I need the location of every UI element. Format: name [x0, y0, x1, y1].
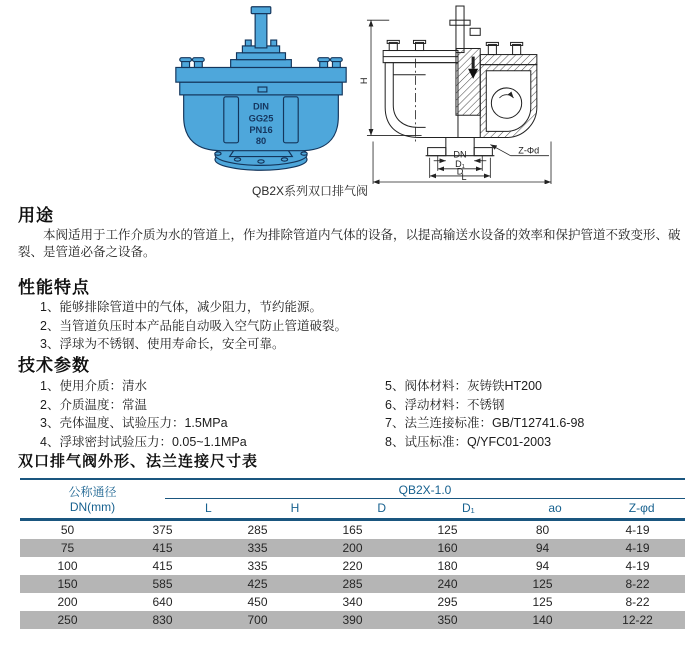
- figure-caption: QB2X系列双口排气阀: [251, 184, 369, 198]
- valve-illustration: [168, 6, 354, 172]
- dimension-labels: [359, 78, 539, 182]
- column-header: D₁: [461, 501, 475, 515]
- column-header: D: [377, 501, 387, 515]
- table-cell: 830: [152, 613, 173, 627]
- column-header: H: [290, 501, 300, 515]
- dim-label-dn: DN: [453, 149, 467, 160]
- nameplate-line: 80: [255, 135, 267, 146]
- table-cell: 125: [437, 523, 458, 537]
- table-cell: 140: [532, 613, 553, 627]
- param-item: 2、介质温度：常温: [40, 397, 147, 412]
- nameplate-line: PN16: [249, 125, 273, 136]
- table-cell: 285: [342, 577, 363, 591]
- table-row: [20, 521, 685, 539]
- table-body: [20, 521, 685, 629]
- table-row: [20, 593, 685, 611]
- features-list: [40, 298, 347, 354]
- table-title: 双口排气阀外形、法兰连接尺寸表: [18, 453, 259, 470]
- table-cell: 285: [247, 523, 268, 537]
- table-cell: 340: [342, 595, 363, 609]
- table-row: [20, 539, 685, 557]
- column-header: L: [204, 501, 212, 515]
- params-list-left: [40, 377, 247, 451]
- table-cell: 160: [437, 541, 458, 555]
- dim-label-h: H: [358, 77, 369, 85]
- nameplate-line: GG25: [248, 113, 274, 124]
- column-header-dn-line2: DN(mm): [69, 500, 116, 514]
- valve-section-drawing: [358, 4, 562, 184]
- param-item: 1、使用介质：清水: [40, 379, 147, 393]
- table-cell: 125: [532, 595, 553, 609]
- nameplate-line: DIN: [252, 101, 270, 112]
- table-cell: 585: [152, 577, 173, 591]
- table-cell: 250: [57, 613, 78, 627]
- table-cell: 8-22: [625, 577, 650, 591]
- table-cell: 640: [152, 595, 173, 609]
- section-heading-features: 性能特点: [18, 278, 90, 297]
- table-cell: 8-22: [625, 595, 650, 609]
- dim-label-d1: D₁: [455, 158, 465, 169]
- table-cell: 75: [60, 541, 75, 555]
- table-cell: 335: [247, 541, 268, 555]
- table-cell: 4-19: [625, 523, 650, 537]
- column-header-dn: [20, 480, 165, 518]
- table-row: [20, 557, 685, 575]
- param-item: 8、试压标准：Q/YFC01-2003: [385, 434, 552, 449]
- sub-header-row: [165, 499, 685, 518]
- table-cell: 94: [535, 541, 550, 555]
- dim-label-d: D: [456, 166, 464, 177]
- table-cell: 12-22: [622, 613, 653, 627]
- table-cell: 165: [342, 523, 363, 537]
- section-outline: [383, 6, 540, 156]
- table-header: [20, 480, 685, 521]
- params-list-right: [385, 377, 584, 451]
- table-cell: 4-19: [625, 559, 650, 573]
- table-cell: 700: [247, 613, 268, 627]
- column-header-dn-line1: 公称通径: [68, 485, 117, 499]
- column-group-header: QB2X-1.0: [165, 482, 685, 499]
- table-cell: 415: [152, 559, 173, 573]
- param-item: 6、浮动材料：不锈钢: [385, 397, 505, 412]
- feature-item: 3、浮球为不锈钢、使用寿命长，安全可靠。: [40, 337, 285, 351]
- table-cell: 100: [57, 559, 78, 573]
- table-cell: 94: [535, 559, 550, 573]
- column-group: [165, 480, 685, 518]
- table-cell: 4-19: [625, 541, 650, 555]
- table-cell: 295: [437, 595, 458, 609]
- table-row: [20, 575, 685, 593]
- table-cell: 125: [532, 577, 553, 591]
- param-item: 7、法兰连接标准：GB/T12741.6-98: [385, 416, 585, 430]
- param-item: 3、壳体温度、试验压力：1.5MPa: [40, 416, 228, 430]
- table-cell: 150: [57, 577, 78, 591]
- table-cell: 390: [342, 613, 363, 627]
- table-cell: 180: [437, 559, 458, 573]
- table-row: [20, 611, 685, 629]
- param-item: 4、浮球密封试验压力：0.05~1.1MPa: [40, 434, 247, 449]
- column-header: ao: [548, 501, 562, 515]
- table-cell: 350: [437, 613, 458, 627]
- usage-paragraph: 本阀适用于工作介质为水的管道上，作为排除管道内气体的设备，以提高输送水设备的效率和保护管道不致变形、破裂、是管道必备之设备。: [18, 228, 681, 259]
- table-cell: 240: [437, 577, 458, 591]
- table-cell: 50: [60, 523, 75, 537]
- table-cell: 450: [247, 595, 268, 609]
- table-cell: 335: [247, 559, 268, 573]
- table-cell: 425: [247, 577, 268, 591]
- dim-label-z-phi-d: Z-Φd: [518, 145, 540, 156]
- table-cell: 415: [152, 541, 173, 555]
- table-cell: 200: [342, 541, 363, 555]
- table-cell: 80: [535, 523, 550, 537]
- section-heading-usage: 用途: [18, 206, 54, 225]
- table-cell: 200: [57, 595, 78, 609]
- dim-label-l: L: [461, 171, 467, 182]
- table-cell: 220: [342, 559, 363, 573]
- dimension-table: [20, 478, 685, 629]
- table-cell: 375: [152, 523, 173, 537]
- column-header: Z-φd: [628, 501, 655, 515]
- param-item: 5、阀体材料：灰铸铁HT200: [385, 379, 542, 393]
- section-heading-params: 技术参数: [18, 356, 90, 375]
- feature-item: 1、能够排除管道中的气体，减少阻力，节约能源。: [40, 300, 322, 314]
- feature-item: 2、当管道负压时本产品能自动吸入空气防止管道破裂。: [40, 318, 347, 333]
